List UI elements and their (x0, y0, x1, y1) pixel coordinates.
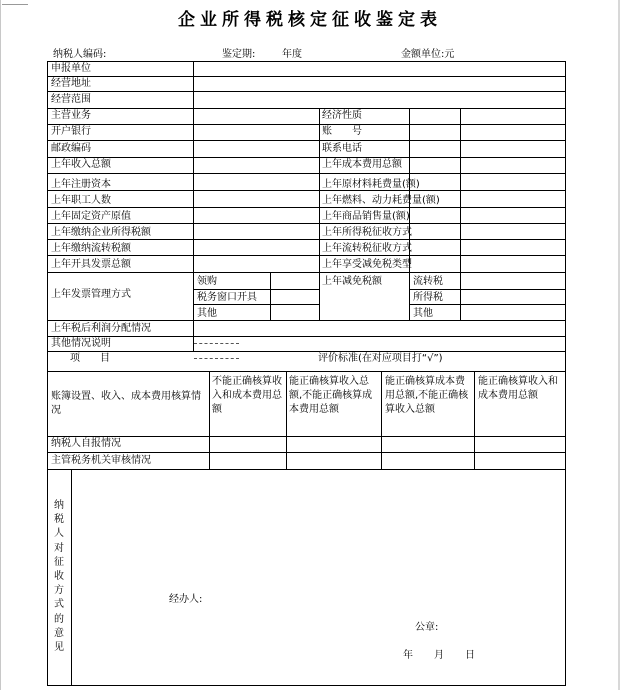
criterion-1: 不能正确核算收入和成本费用总额 (212, 376, 282, 415)
profit-distribution-label: 上年税后利润分配情况 (51, 323, 151, 334)
fuel-label: 上年燃料、动力耗费量(额) (322, 195, 440, 206)
criterion-2: 能正确核算收入总额,不能正确核算成本费用总额 (289, 376, 373, 415)
other-info-label: 其他情况说明 (51, 338, 111, 349)
tax-relief-type-label: 上年享受减免税类型 (322, 259, 412, 270)
seal-label: 公章: (415, 622, 439, 633)
tax-review-label: 主管税务机关审核情况 (51, 455, 151, 466)
handler-label: 经办人: (169, 594, 203, 605)
income-tax-paid-label: 上年缴纳企业所得税额 (51, 227, 151, 238)
selection-marquee (194, 343, 239, 359)
turnover-tax-paid-label: 上年缴纳流转税额 (51, 243, 131, 254)
account-label: 账 号 (322, 126, 362, 137)
unit-label: 金额单位:元 (401, 49, 455, 60)
turnover-tax-method-label: 上年流转税征收方式 (322, 243, 412, 254)
last-cost-label: 上年成本费用总额 (322, 159, 402, 170)
main-business-label: 主营业务 (51, 110, 91, 121)
invoice-total-label: 上年开具发票总额 (51, 259, 131, 270)
employees-label: 上年职工人数 (51, 195, 111, 206)
business-scope-label: 经营范围 (51, 94, 91, 105)
invoice-mgmt-label: 上年发票管理方式 (51, 289, 131, 300)
tax-relief-label: 上年减免税额 (322, 276, 382, 287)
income-tax-method-label: 上年所得税征收方式 (322, 227, 412, 238)
fixed-assets-label: 上年固定资产原值 (51, 211, 131, 222)
date-year-label: 年 (403, 650, 413, 661)
last-income-label: 上年收入总额 (51, 159, 111, 170)
material-label: 上年原材料耗费量(额) (322, 179, 420, 190)
relief-income-label: 所得税 (413, 292, 443, 303)
taxpayer-opinion-label: 纳税人对征收方式的意见 (54, 500, 64, 654)
year-label: 年度 (282, 49, 302, 60)
criterion-3: 能正确核算成本费用总额,不能正确核算收入总额 (385, 376, 469, 415)
eval-standard-header: 评价标准(在对应项目打“√”) (318, 353, 443, 364)
period-label: 鉴定期: (222, 49, 256, 60)
window-left-edge (0, 0, 1, 690)
accounts-situation-label: 账簿设置、收入、成本费用核算情况 (51, 391, 201, 416)
self-report-label: 纳税人自报情况 (51, 438, 121, 449)
bank-label: 开户银行 (51, 126, 91, 137)
phone-label: 联系电话 (322, 143, 362, 154)
date-month-label: 月 (434, 650, 444, 661)
invoice-other-label: 其他 (197, 308, 217, 319)
page-title: 企业所得税核定征收鉴定表 (178, 10, 442, 30)
invoice-window-label: 税务窗口开具 (197, 292, 257, 303)
economic-nature-label: 经济性质 (322, 110, 362, 121)
relief-other-label: 其他 (413, 308, 433, 319)
reporting-unit-label: 申报单位 (51, 63, 91, 74)
date-day-label: 日 (465, 650, 475, 661)
business-address-label: 经营地址 (51, 78, 91, 89)
reg-capital-label: 上年注册资本 (51, 179, 111, 190)
goods-sales-label: 上年商品销售量(额) (322, 211, 410, 222)
item-header: 项 目 (70, 353, 110, 364)
criterion-4: 能正确核算收入和成本费用总额 (478, 376, 558, 401)
taxpayer-id-label: 纳税人编码: (53, 49, 107, 60)
invoice-buy-label: 领购 (197, 276, 217, 287)
postcode-label: 邮政编码 (51, 143, 91, 154)
relief-turnover-label: 流转税 (413, 276, 443, 287)
